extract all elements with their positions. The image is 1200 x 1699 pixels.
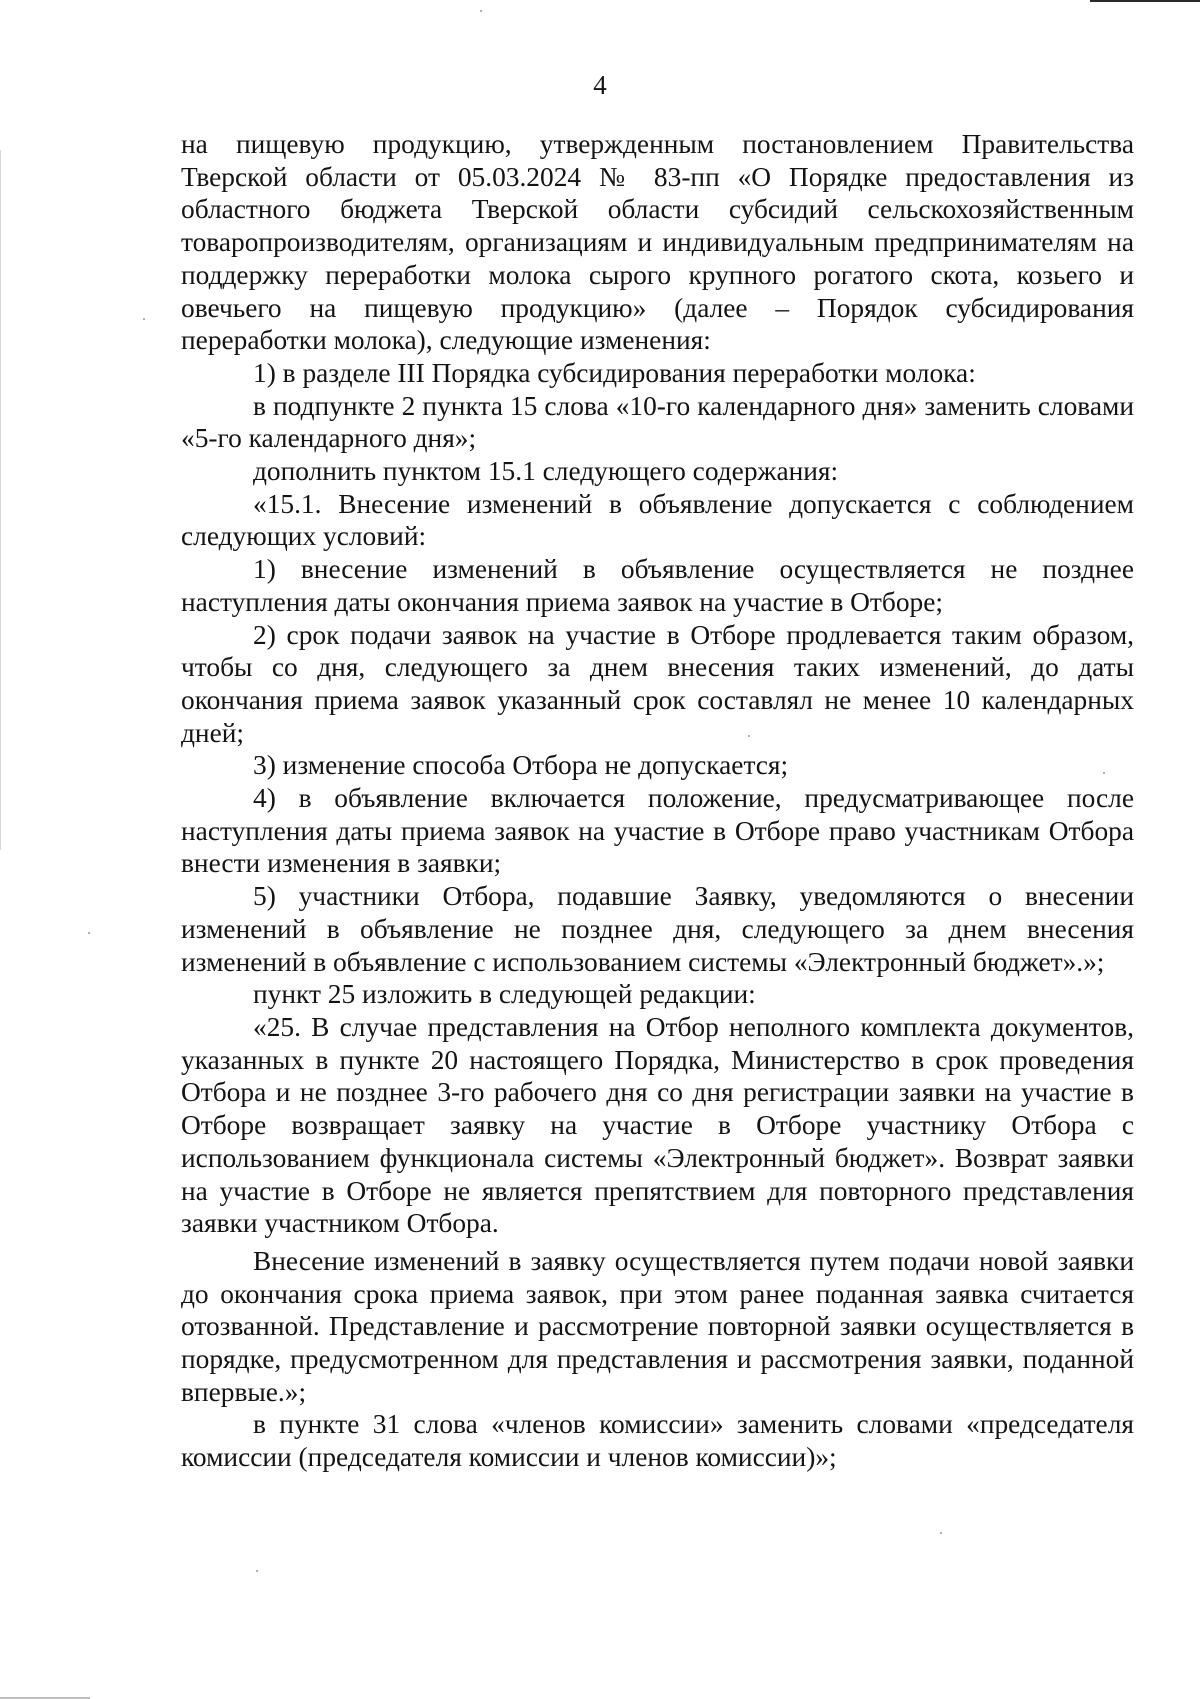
paragraph: «15.1. Внесение изменений в объявление допускается с соблюдением следующих условий: xyxy=(181,488,1134,552)
document-body xyxy=(181,128,1134,1474)
scan-speck xyxy=(480,10,482,12)
scan-speck xyxy=(940,1532,942,1534)
paragraph: 3) изменение способа Отбора не допускается; xyxy=(253,750,789,781)
paragraph: на пищевую продукцию, утвержденным постановлением Правительства Тверской области от 05.03.2024 № 83-пп «О Порядке предоставления из областного бюджета Тверской области субсидий сельскохозяйственным товаропроизводителям, организациям и индивидуальным предпринимателям на поддержку переработки молока сырого крупного рогатого скота, козьего и овечьего на пищевую продукцию» (далее – Порядок субсидирования переработки молока), следующие изменения: xyxy=(181,129,1134,356)
scan-speck xyxy=(88,932,90,934)
paragraph: 1) в разделе III Порядка субсидирования переработки молока: xyxy=(253,357,976,388)
paragraph: в пункте 31 слова «членов комиссии» заменить словами «председателя комиссии (председателя комиссии и членов комиссии)»; xyxy=(181,1409,1134,1473)
paragraph: в подпункте 2 пункта 15 слова «10-го календарного дня» заменить словами «5-го календарного дня»; xyxy=(181,390,1134,454)
paragraph: 2) срок подачи заявок на участие в Отборе продлевается таким образом, чтобы со дня, следующего за днем внесения таких изменений, до даты окончания приема заявок указанный срок составлял не менее 10 календарных дней; xyxy=(181,619,1134,748)
scan-edge-mark xyxy=(0,150,1,850)
scan-speck xyxy=(143,318,145,320)
paragraph: «25. В случае представления на Отбор неполного комплекта документов, указанных в пункте 20 настоящего Порядка, Министерство в срок проведения Отбора и не позднее 3-го рабочего дня со дня регистрации заявки на участие в Отборе возвращает заявку на участие в Отборе участнику Отбора с использованием функционала системы «Электронный бюджет». Возврат заявки на участие в Отборе не является препятствием для повторного представления заявки участником Отбора. xyxy=(181,1011,1134,1239)
scan-speck xyxy=(256,1570,258,1572)
scan-edge-mark xyxy=(1090,0,1200,2)
paragraph: пункт 25 изложить в следующей редакции: xyxy=(253,979,756,1010)
paragraph: 5) участники Отбора, подавшие Заявку, уведомляются о внесении изменений в объявление не позднее дня, следующего за днем внесения изменений в объявление с использованием системы «Электронный бюджет».»; xyxy=(181,881,1134,977)
paragraph: дополнить пунктом 15.1 следующего содержания: xyxy=(253,456,839,487)
paragraph: Внесение изменений в заявку осуществляется путем подачи новой заявки до окончания срока приема заявок, при этом ранее поданная заявка считается отозванной. Представление и рассмотрение повторной заявки осуществляется в порядке, предусмотренном для представления и рассмотрения заявки, поданной впервые.»; xyxy=(181,1245,1134,1407)
page-number: 4 xyxy=(593,70,607,100)
paragraph: 1) внесение изменений в объявление осуществляется не позднее наступления даты окончания приема заявок на участие в Отборе; xyxy=(181,554,1134,617)
paragraph: 4) в объявление включается положение, предусматривающее после наступления даты приема заявок на участие в Отборе право участникам Отбора внести изменения в заявки; xyxy=(181,783,1134,879)
